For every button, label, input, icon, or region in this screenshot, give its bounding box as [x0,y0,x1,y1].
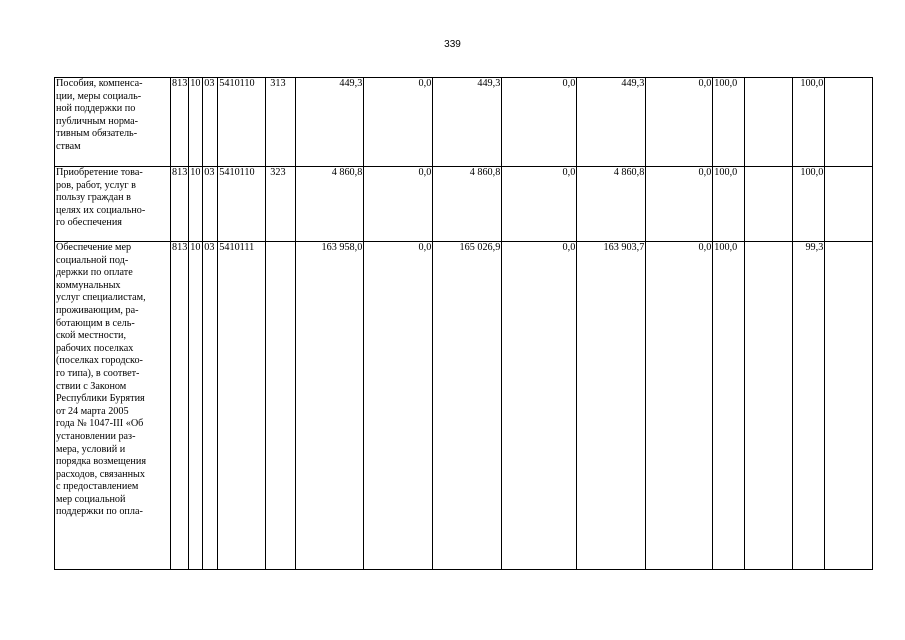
amount-cell: 0,0 [646,78,713,167]
amount-cell: 0,0 [502,78,577,167]
percent-cell: 100,0 [793,78,825,167]
amount-cell: 165 026,9 [433,242,502,570]
page-number: 339 [444,39,461,50]
amount-cell: 449,3 [577,78,646,167]
subsection-code: 03 [203,167,218,242]
target-article-code: 5410110 [218,78,266,167]
ministry-code: 813 [171,242,189,570]
empty-cell [745,78,793,167]
subsection-code: 03 [203,78,218,167]
target-article-code: 5410111 [218,242,266,570]
amount-cell: 0,0 [502,167,577,242]
table-row [55,242,873,570]
amount-cell: 0,0 [364,78,433,167]
percent-cell: 100,0 [713,242,745,570]
section-code: 10 [189,167,203,242]
table-row [55,167,873,242]
amount-cell: 4 860,8 [577,167,646,242]
amount-cell: 449,3 [433,78,502,167]
section-code: 10 [189,78,203,167]
empty-cell [745,167,793,242]
target-article-code: 5410110 [218,167,266,242]
amount-cell: 163 958,0 [296,242,364,570]
percent-cell: 100,0 [713,167,745,242]
expense-type-code: 313 [266,78,296,167]
row-name: Приобретение това- ров, работ, услуг в пользу граждан в целях их социально- го обеспечения [55,167,171,242]
amount-cell: 4 860,8 [433,167,502,242]
empty-cell [825,242,873,570]
amount-cell: 4 860,8 [296,167,364,242]
row-name: Пособия, компенса- ции, меры социаль- ной поддержки по публичным норма- тивным обязатель- ствам [55,78,171,167]
expense-type-code [266,242,296,570]
amount-cell: 0,0 [364,242,433,570]
amount-cell: 449,3 [296,78,364,167]
empty-cell [745,242,793,570]
expense-type-code: 323 [266,167,296,242]
ministry-code: 813 [171,78,189,167]
percent-cell: 100,0 [793,167,825,242]
subsection-code: 03 [203,242,218,570]
empty-cell [825,78,873,167]
amount-cell: 0,0 [646,167,713,242]
amount-cell: 0,0 [646,242,713,570]
amount-cell: 163 903,7 [577,242,646,570]
table-row [55,78,873,167]
budget-table [54,77,873,570]
amount-cell: 0,0 [502,242,577,570]
amount-cell: 0,0 [364,167,433,242]
percent-cell: 100,0 [713,78,745,167]
percent-cell: 99,3 [793,242,825,570]
section-code: 10 [189,242,203,570]
empty-cell [825,167,873,242]
row-name: Обеспечение мер социальной под- держки по оплате коммунальных услуг специалистам, проживающим, ра- ботающим в сель- ской местности, рабочих поселках (поселках городско- го типа), в соответ- ствии с Законом Республики Бурятия от 24 марта 2005 года № 1047-III «Об установлении раз- мера, условий и порядка возмещения расходов, связанных с предоставлением мер социальной поддержки по опла- [55,242,171,570]
ministry-code: 813 [171,167,189,242]
